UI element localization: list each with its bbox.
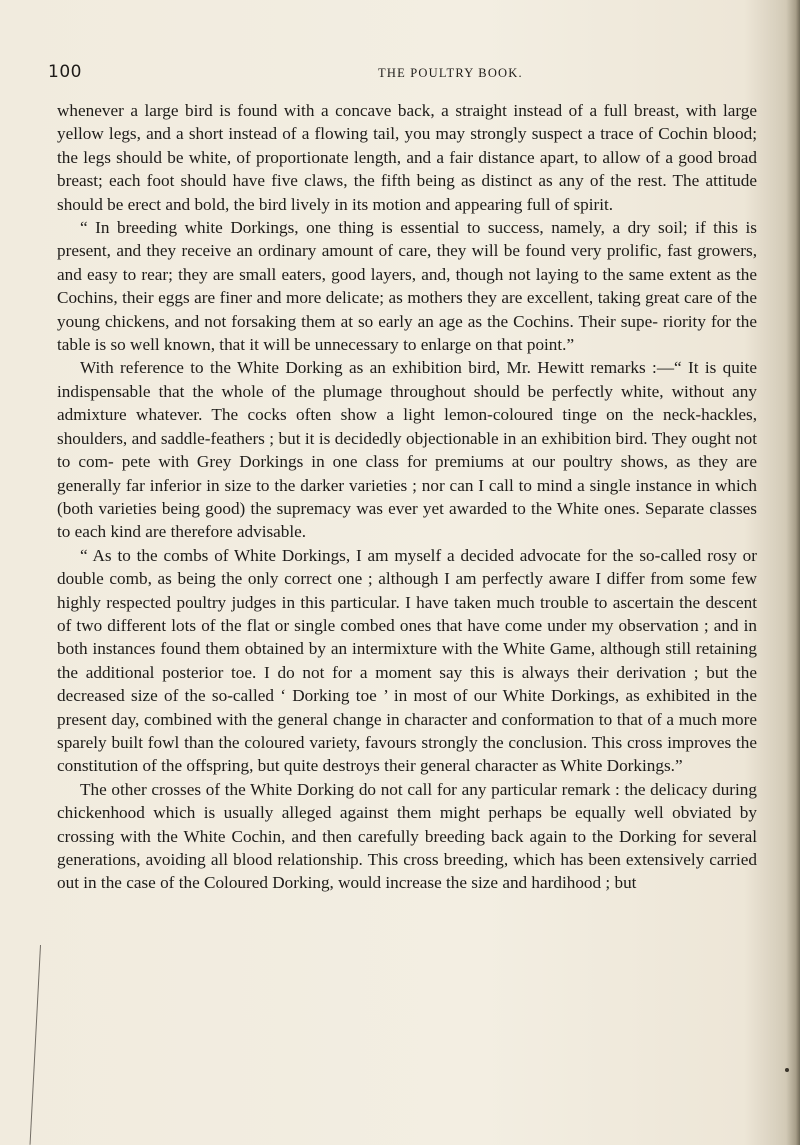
body-text [57, 99, 757, 895]
paragraph-5: The other crosses of the White Dorking do not call for any particular remark : the delicacy during chickenhood which is usually alleged against them might perhaps be equally well obviated by crossing with the White Cochin, and then carefully breeding back again to the Dorking for several generations, avoiding all blood relationship. This cross breeding, which has been extensively carried out in the case of the Coloured Dorking, would increase the size and hardihood ; but [57, 779, 757, 893]
paragraph-4: “ As to the combs of White Dorkings, I am myself a decided advocate for the so-called rosy or double comb, as being the only correct one ; although I am perfectly aware I differ from some few highly respected poultry judges in this particular. I have taken much trouble to ascertain the descent of two different lots of the flat or single combed ones that have come under my observation ; and in both instances found them obtained by an intermixture with the White Game, although still retaining the additional posterior toe. I do not for a moment say this is always their derivation ; but the decreased size of the so-called ‘ Dorking toe ’ in most of our White Dorkings, as exhibited in the present day, combined with the general change in character and conformation to that of a much more sparely built fowl than the coloured variety, favours strongly the conclusion. This cross improves the constitution of the offspring, but quite destroys their general character as White Dorkings.” [57, 545, 757, 776]
page-edge-shadow [786, 0, 800, 1145]
page-header [48, 62, 758, 92]
paragraph-3: With reference to the White Dorking as an exhibition bird, Mr. Hewitt remarks :—“ It is quite indispensable that the whole of the plumage throughout should be perfectly white, without any admixture whatever. The cocks often show a light lemon-coloured tinge on the neck-hackles, shoulders, and saddle-feathers ; but it is decidedly objectionable in an exhibition bird. They ought not to com- pete with Grey Dorkings in one class for premiums at our poultry shows, as they are generally far inferior in size to the darker varieties ; nor can I call to mind a single instance in which (both varieties being good) the supremacy was ever yet awarded to the White ones. Separate classes to each kind are therefore advisable. [57, 358, 757, 542]
margin-dot-mark [785, 1068, 789, 1072]
running-title: THE POULTRY BOOK. [378, 66, 523, 80]
margin-pencil-line [30, 945, 41, 1145]
paragraph-1: whenever a large bird is found with a concave back, a straight instead of a full breast, with large yellow legs, and a short instead of a flowing tail, you may strongly suspect a trace of Cochin blood; the legs should be white, of proportionate length, and a fair distance apart, to allow of a good broad breast; each foot should have five claws, the fifth being as distinct as any of the rest. The attitude should be erect and bold, the bird lively in its motion and appearing full of spirit. [57, 101, 757, 214]
page-number: 100 [48, 62, 82, 82]
paragraph-2: “ In breeding white Dorkings, one thing is essential to success, namely, a dry soil; if this is present, and they receive an ordinary amount of care, they will be found very prolific, fast growers, and easy to rear; they are small eaters, good layers, and, though not laying to the same extent as the Cochins, their eggs are finer and more delicate; as mothers they are excellent, taking great care of the young chickens, and not forsaking them at so early an age as the Cochins. Their supe- riority for the table is so well known, that it will be unnecessary to enlarge on that point.” [57, 218, 757, 355]
